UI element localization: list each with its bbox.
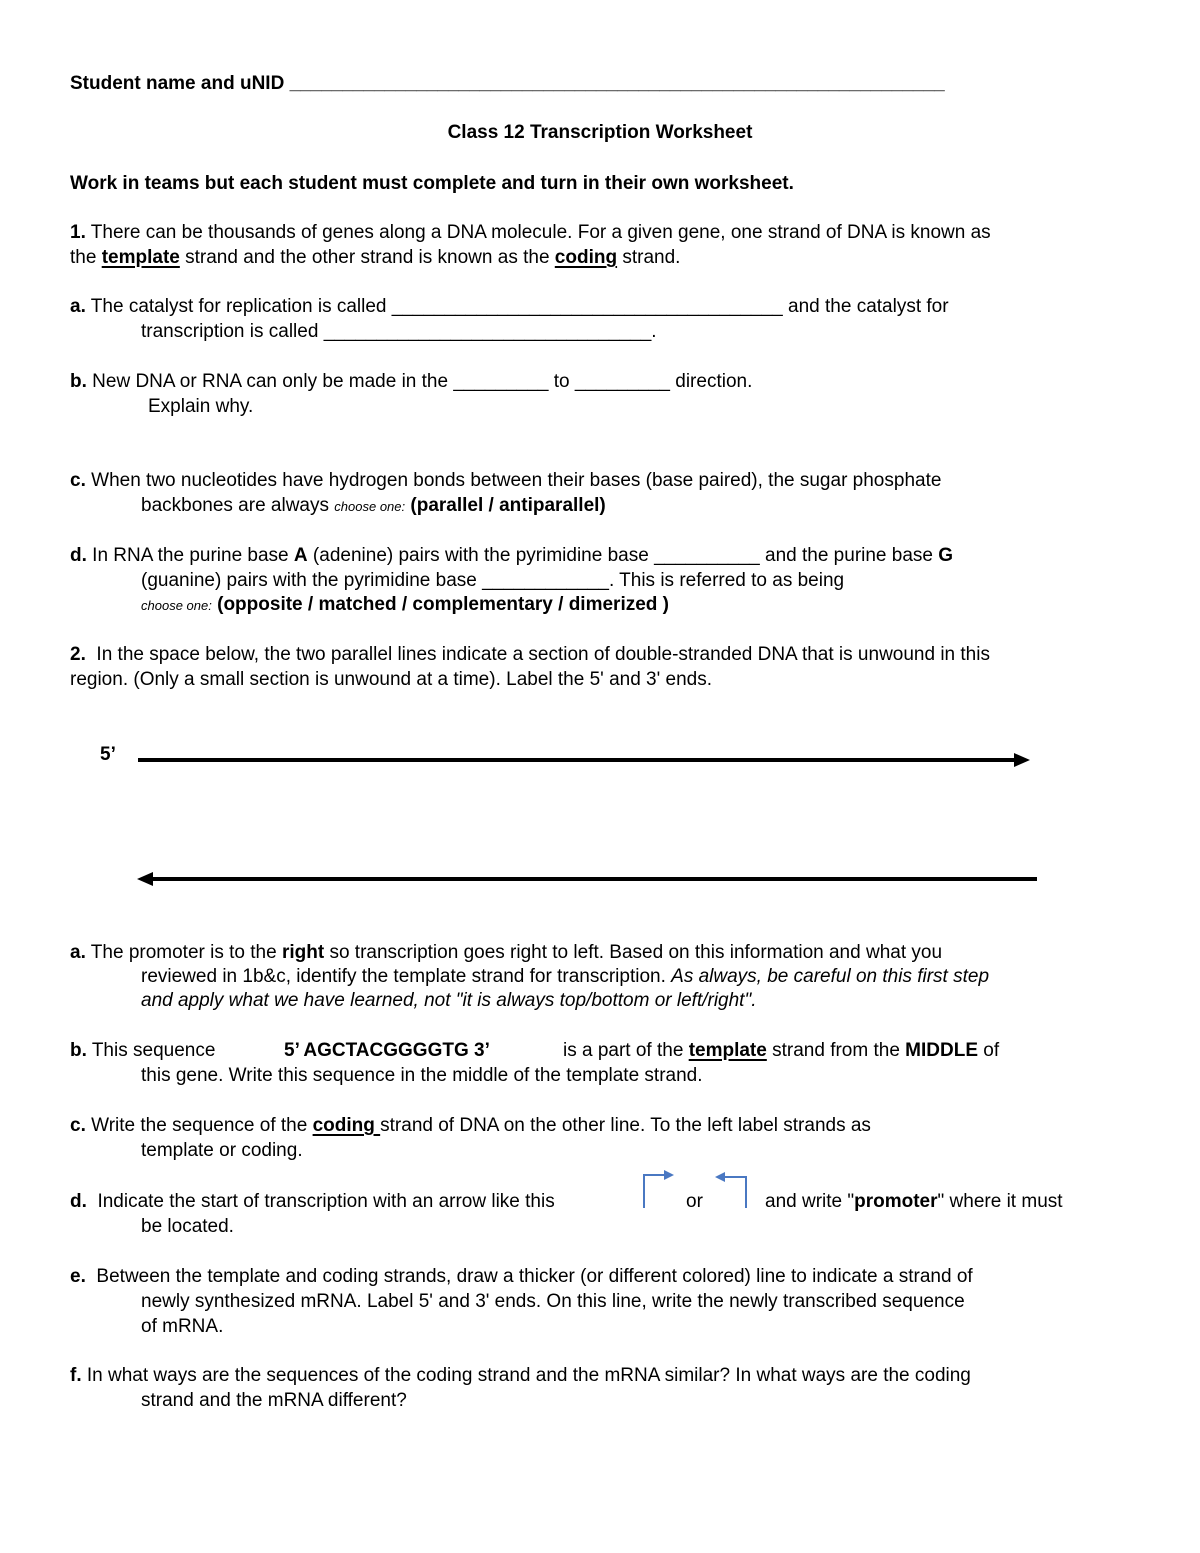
q2a-line3: and apply what we have learned, not "it is always top/bottom or left/right". [141, 990, 757, 1011]
choose-one-hint: choose one: [141, 598, 212, 613]
q2b-line1 [70, 1040, 215, 1062]
q1d-letter: d. [70, 545, 87, 566]
q2-number: 2. [70, 644, 86, 665]
q2a-text: The promoter is to the [90, 942, 282, 963]
q1-text: strand. [617, 247, 681, 268]
q2a-text: so transcription goes right to left. Based on this information and what you [324, 942, 943, 963]
q2e-line2: newly synthesized mRNA. Label 5' and 3' ends. On this line, write the newly transcribed sequence [141, 1291, 965, 1312]
q1c-letter: c. [70, 470, 86, 491]
top-strand-arrow[interactable] [138, 753, 1030, 767]
q1a-text: and the catalyst for [782, 296, 949, 317]
q2a-letter: a. [70, 942, 86, 963]
q2d-line1-cont [765, 1191, 1063, 1213]
q1-number: 1. [70, 222, 86, 243]
q2-intro-line2: region. (Only a small section is unwound at a time). Label the 5' and 3' ends. [70, 669, 713, 690]
template-sequence: 5’ AGCTACGGGGTG 3’ [284, 1040, 490, 1061]
bottom-strand-arrow[interactable] [137, 872, 1037, 886]
q2d-letter: d. [70, 1191, 87, 1212]
q1a-text: transcription is called [141, 321, 324, 342]
instructions: Work in teams but each student must complete and turn in their own worksheet. [70, 173, 794, 194]
q2d-text: " where it must [937, 1191, 1063, 1212]
q2b-text: of [978, 1040, 1000, 1061]
q1-text: strand and the other strand is known as the [179, 247, 555, 268]
q1b-letter: b. [70, 371, 87, 392]
pairing-options[interactable]: (opposite / matched / complementary / dimerized ) [217, 594, 669, 615]
q2b-text: is a part of the [563, 1040, 689, 1061]
q1-text: the [70, 247, 102, 268]
q2c-text: strand of DNA on the other line. To the left label strands as [380, 1115, 871, 1136]
q2b-line1-cont [563, 1040, 999, 1062]
strand-5prime-label: 5’ [100, 744, 116, 765]
q2d-text: Indicate the start of transcription with an arrow like this [97, 1191, 555, 1212]
base-g: G [938, 545, 954, 566]
q2d-or: or [686, 1191, 703, 1212]
transcription-catalyst-blank[interactable]: _______________________________ [323, 321, 652, 342]
q2a-caution: As always, be careful on this first step [671, 966, 990, 987]
q2a-line2 [141, 966, 989, 988]
q1-text: There can be thousands of genes along a DNA molecule. For a given gene, one strand of DNA is known as [90, 222, 991, 243]
term-coding: coding [554, 247, 618, 268]
promoter-term: promoter [854, 1191, 938, 1212]
pyrimidine-blank-2[interactable]: ____________ [482, 570, 609, 591]
q2c-line1 [70, 1115, 871, 1137]
q2f-text: In what ways are the sequences of the coding strand and the mRNA similar? In what ways are the coding [86, 1365, 971, 1386]
q2a-line1 [70, 942, 942, 964]
start-arrow-right-icon [636, 1163, 676, 1213]
direction-blank-2[interactable]: _________ [574, 371, 670, 392]
worksheet-title: Class 12 Transcription Worksheet [447, 122, 753, 143]
q2a-text: reviewed in 1b&c, identify the template strand for transcription. [141, 966, 672, 987]
q2d-line2: be located. [141, 1216, 234, 1237]
q2b-line2: this gene. Write this sequence in the middle of the template strand. [141, 1065, 703, 1086]
q1d-text: . This is referred to as being [608, 570, 845, 591]
q2e-text: Between the template and coding strands, draw a thicker (or different colored) line to indicate a strand of [96, 1266, 973, 1287]
q2f-letter: f. [70, 1365, 82, 1386]
q1d-text: and the purine base [759, 545, 939, 566]
q2b-text: This sequence [91, 1040, 216, 1061]
q1d-text: (guanine) pairs with the pyrimidine base [141, 570, 483, 591]
student-name-blank[interactable]: ______________________________________________________________ [289, 73, 945, 94]
q2d-line1 [70, 1191, 555, 1213]
q1c-text: backbones are always [141, 495, 335, 516]
q1d-text: In RNA the purine base [92, 545, 294, 566]
term-template: template [688, 1040, 767, 1061]
term-coding: coding [312, 1115, 381, 1136]
q1d-text: (adenine) pairs with the pyrimidine base [307, 545, 655, 566]
q1b-text: direction. [669, 371, 753, 392]
q2e-line3: of mRNA. [141, 1316, 224, 1337]
q2c-letter: c. [70, 1115, 86, 1136]
q1c-text: When two nucleotides have hydrogen bonds between their bases (base paired), the sugar phosphate [91, 470, 942, 491]
q1b-text: New DNA or RNA can only be made in the [92, 371, 454, 392]
q1b-text: to [548, 371, 575, 392]
q2b-text: strand from the [766, 1040, 906, 1061]
start-arrow-left-icon [708, 1163, 748, 1213]
q1a-text: . [651, 321, 657, 342]
pyrimidine-blank-1[interactable]: __________ [654, 545, 760, 566]
q2c-text: Write the sequence of the [91, 1115, 313, 1136]
q1a-letter: a. [70, 296, 86, 317]
q2e-letter: e. [70, 1266, 86, 1287]
middle-emphasis: MIDDLE [905, 1040, 978, 1061]
q2d-text: and write " [765, 1191, 855, 1212]
base-a: A [293, 545, 308, 566]
term-template: template [101, 247, 180, 268]
q1a-text: The catalyst for replication is called [90, 296, 392, 317]
replication-catalyst-blank[interactable]: _____________________________________ [391, 296, 783, 317]
q2b-letter: b. [70, 1040, 87, 1061]
q2c-line2: template or coding. [141, 1140, 303, 1161]
q2f-line2: strand and the mRNA different? [141, 1390, 407, 1411]
q2e-line1 [70, 1266, 973, 1288]
q2-text: In the space below, the two parallel lines indicate a section of double-stranded DNA that is unwound in this [96, 644, 990, 665]
choose-one-hint: choose one: [334, 499, 406, 514]
q1b-explain: Explain why. [148, 396, 254, 417]
q2f-line1 [70, 1365, 971, 1387]
student-name-label: Student name and uNID [70, 73, 285, 94]
direction-blank-1[interactable]: _________ [453, 371, 549, 392]
promoter-side: right [281, 942, 325, 963]
orientation-options[interactable]: (parallel / antiparallel) [410, 495, 606, 516]
